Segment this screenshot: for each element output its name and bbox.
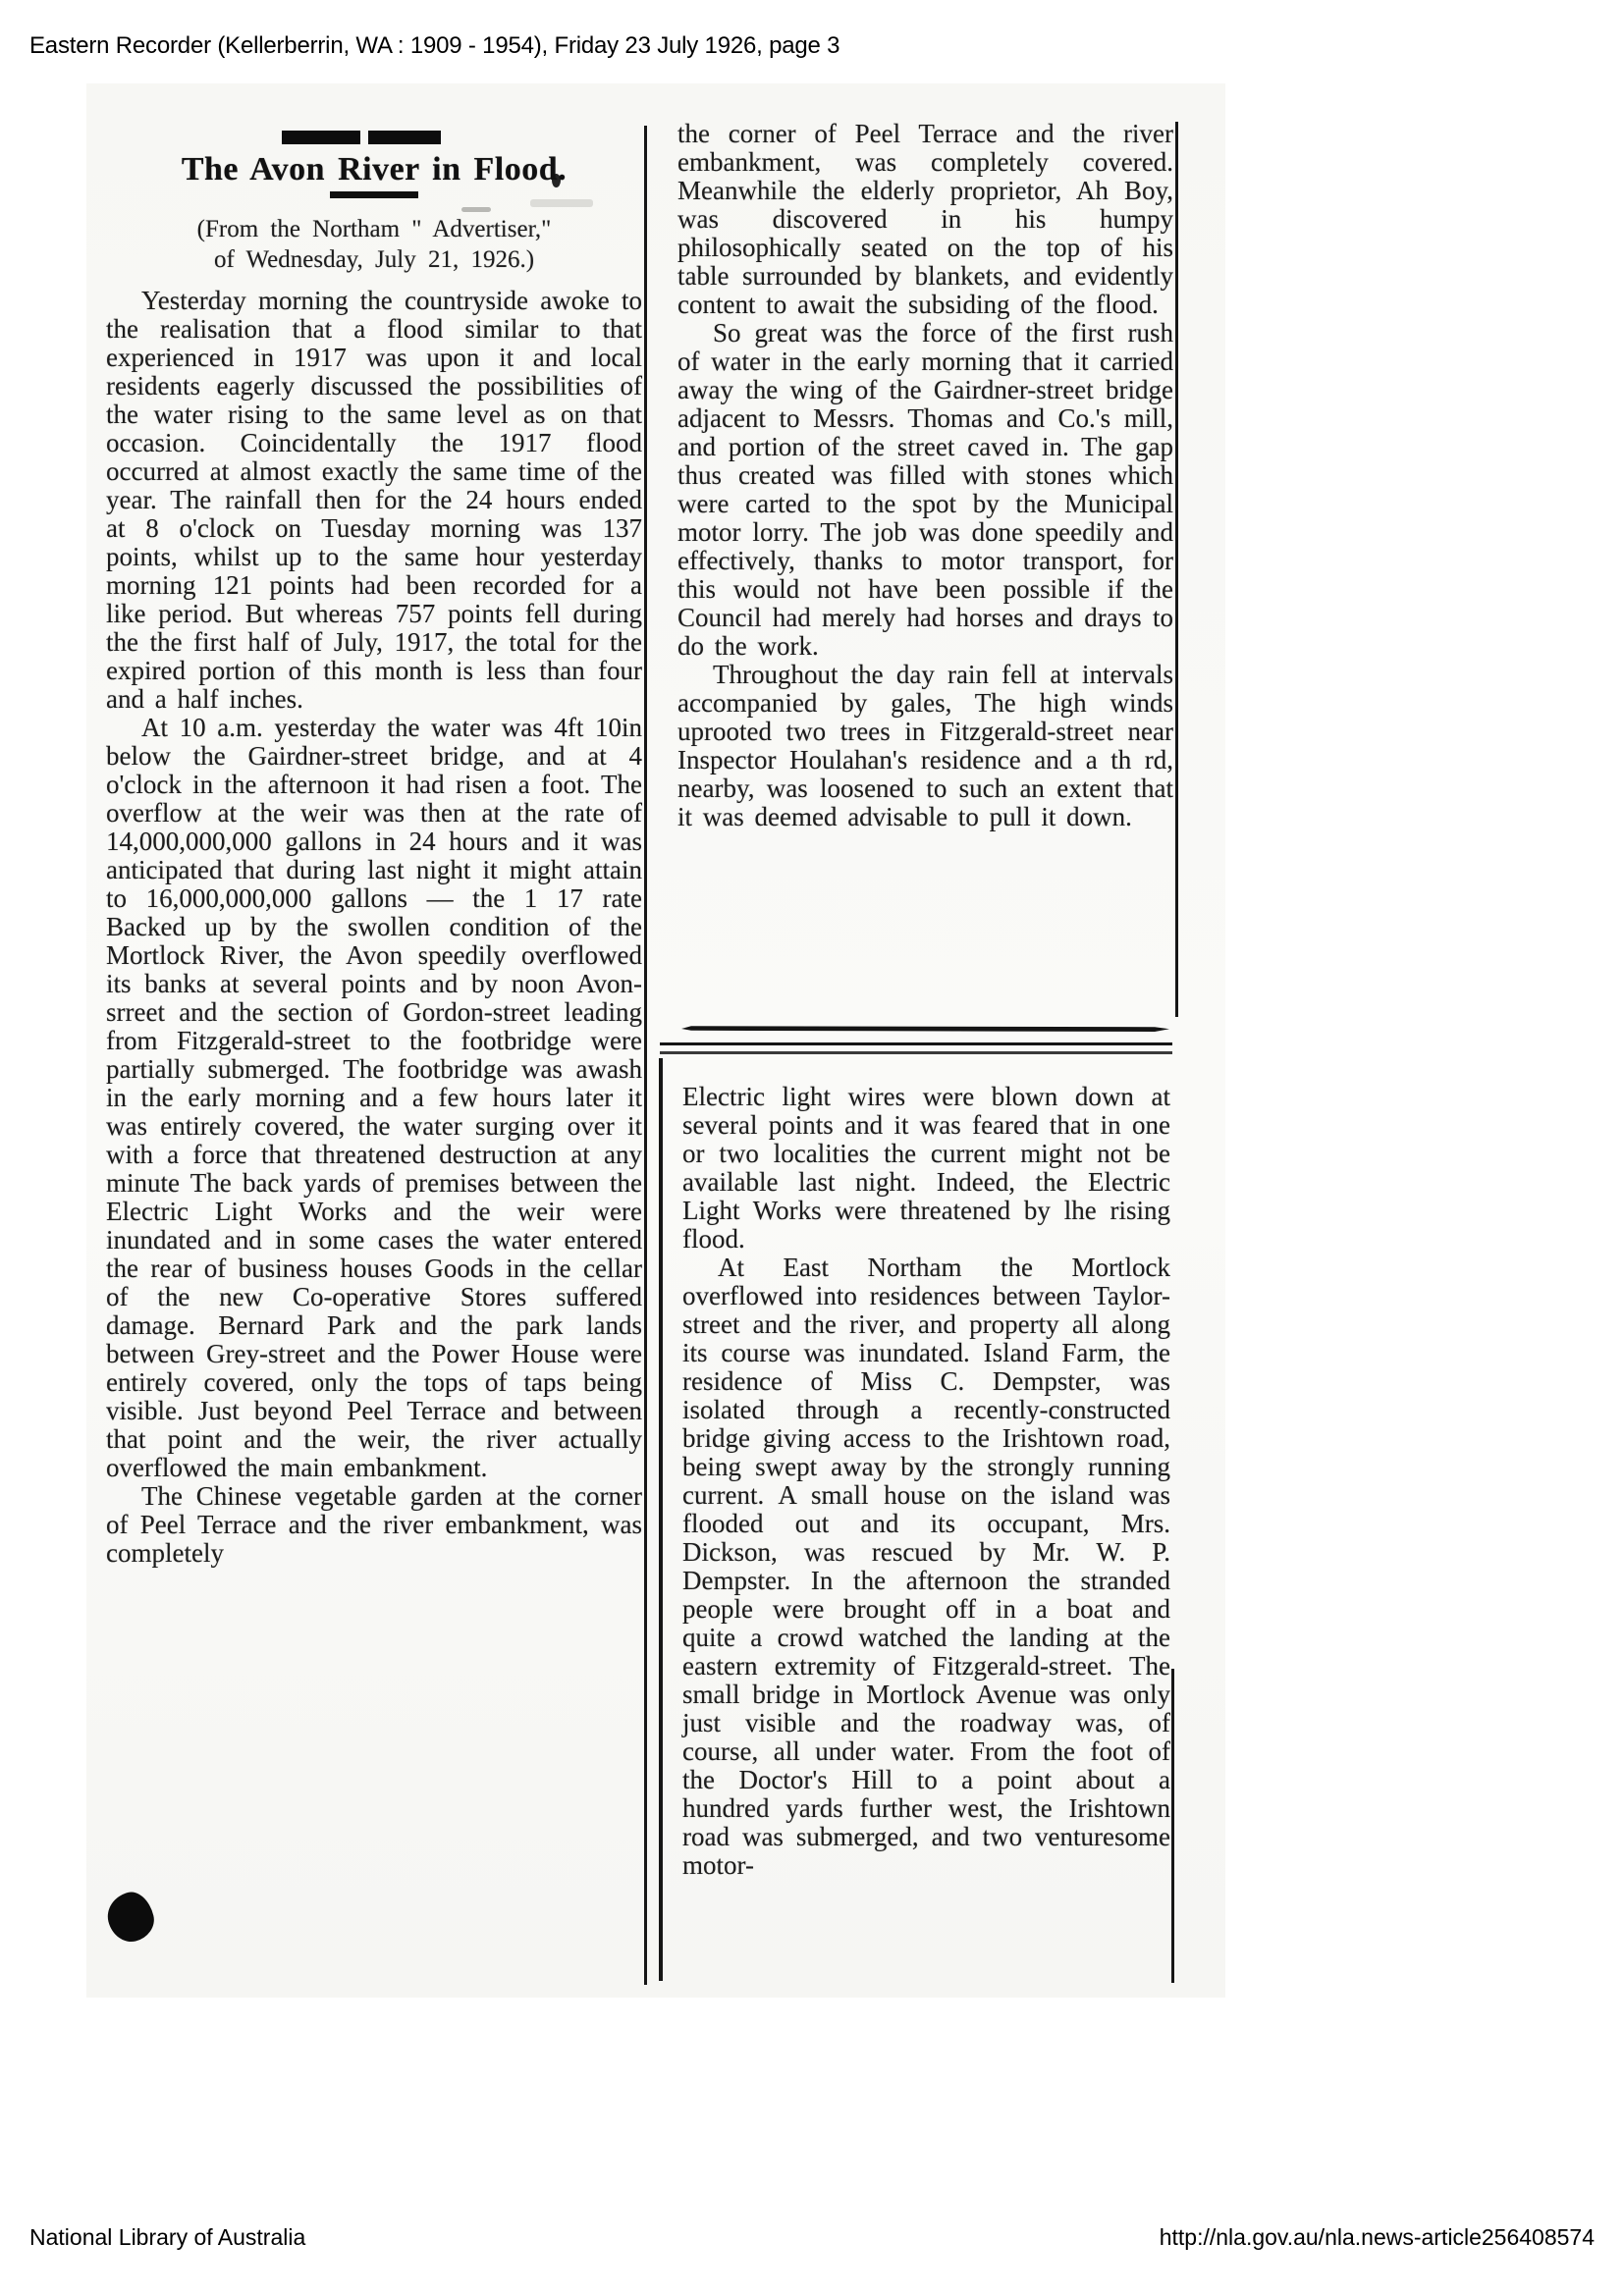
article-separator-double-rule-top <box>660 1042 1172 1045</box>
article-paragraph: the corner of Peel Terrace and the river embankment, was completely covered. Meanwhile the elderly proprietor, Ah Boy, was discovered in his humpy philosophically seated on the top of his table surrounded by blankets, and evidently content to await the subsiding of the flood. <box>677 119 1173 319</box>
article-separator-thick-rule <box>681 1026 1169 1032</box>
article-headline: The Avon River in Flood. <box>181 151 568 187</box>
footer-article-url: http://nla.gov.au/nla.news-article256408574 <box>1159 2224 1595 2250</box>
right-column-lower <box>682 1083 1170 1880</box>
left-column <box>106 126 642 1568</box>
citation-header: Eastern Recorder (Kellerberrin, WA : 1909 - 1954), Friday 23 July 1926, page 3 <box>29 32 840 59</box>
byline-line-2: of Wednesday, July 21, 1926.) <box>213 246 535 273</box>
footer-library-label: National Library of Australia <box>29 2224 306 2250</box>
right-column-rule-upper <box>1175 122 1178 1017</box>
article-paragraph: Throughout the day rain fell at intervals accompanied by gales, The high winds uprooted two trees in Fitzgerald-street near Inspector Houlahan's residence and a th rd, nearby, was loosened to such an extent that it was deemed advisable to pull it down. <box>677 660 1173 831</box>
article-paragraph: Electric light wires were blown down at several points and it was feared that in one or two localities the current might not be available last night. Indeed, the Electric Light Works were threatened by lhe rising flood. <box>682 1082 1170 1254</box>
right-column-upper <box>677 120 1173 831</box>
headline-underline <box>330 191 418 198</box>
article-paragraph: At East Northam the Mortlock overflowed into residences between Taylor-street and the river, and property all along its course was inundated. Island Farm, the residence of Miss C. Dempster, was isolated through a recently-constructed bridge giving access to the Irishtown road, being swept away by the strongly running current. A small house on the island was flooded out and its occupant, Mrs. Dickson, was rescued by Mr. W. P. Dempster. In the afternoon the stranded people were brought off in a boat and quite a crowd watched the landing at the eastern extremity of Fitzgerald-street. The small bridge in Mortlock Avenue was only just visible and the roadway was, of course, all under water. From the foot of the Doctor's Hill to a point about a hundred yards further west, the Irishtown road was submerged, and two venturesome motor- <box>682 1253 1170 1880</box>
right-column-rule-lower <box>1171 1669 1174 1983</box>
article-paragraph: The Chinese vegetable garden at the corner of Peel Terrace and the river embankment, was completely <box>106 1481 642 1568</box>
newspaper-scan <box>86 83 1225 1998</box>
byline-line-1: (From the Northam " Advertiser," <box>196 216 552 242</box>
article-separator-double-rule-bottom <box>660 1051 1172 1054</box>
column-divider-rule <box>644 126 647 1985</box>
article-paragraph: So great was the force of the first rush of water in the early morning that it carried away the wing of the Gairdner-street bridge adjacent to Messrs. Thomas and Co.'s mill, and portion of the street caved in. The gap thus created was filled with stones which were carted to the spot by the Municipal motor lorry. The job was done speedily and effectively, thanks to motor transport, for this would not have been possible if the Council had merely had horses and drays to do the work. <box>677 318 1173 661</box>
second-article-left-rule <box>659 1058 663 1981</box>
ink-blob <box>103 1888 159 1947</box>
article-paragraph: At 10 a.m. yesterday the water was 4ft 10in below the Gairdner-street bridge, and at 4 o'clock in the afternoon it had risen a foot. The overflow at the weir was then at the rate of 14,000,000,000 gallons in 24 hours and it was anticipated that during last night it might attain to 16,000,000,000 gallons — the 1 17 rate Backed up by the swollen condition of the Mortlock River, the Avon speedily overflowed its banks at several points and by noon Avon-srreet and the section of Gordon-street leading from Fitzgerald-street to the footbridge were partially submerged. The footbridge was awash in the early morning and a few hours later it was entirely covered, the water surging over it with a force that threatened destruction at any minute The back yards of premises between the Electric Light Works and the weir were inundated and in some cases the water entered the rear of business houses Goods in the cellar of the new Co-operative Stores suffered damage. Bernard Park and the park lands between Grey-street and the Power House were entirely covered, only the tops of taps being visible. Just beyond Peel Terrace and between that point and the weir, the river actually overflowed the main embankment. <box>106 713 642 1482</box>
page-footer <box>29 2224 1595 2251</box>
article-paragraph: Yesterday morning the countryside awoke to the realisation that a flood similar to that experienced in 1917 was upon it and local residents eagerly discussed the possibilities of the water rising to the same level as on that occasion. Coincidentally the 1917 flood occurred at almost exactly the same time of the year. The rainfall then for the 24 hours ended at 8 o'clock on Tuesday morning was 137 points, whilst up to the same hour yesterday morning 121 points had been recorded for a like period. But whereas 757 points fell during the the first half of July, 1917, the total for the expired portion of this month is less than four and a half inches. <box>106 286 642 714</box>
